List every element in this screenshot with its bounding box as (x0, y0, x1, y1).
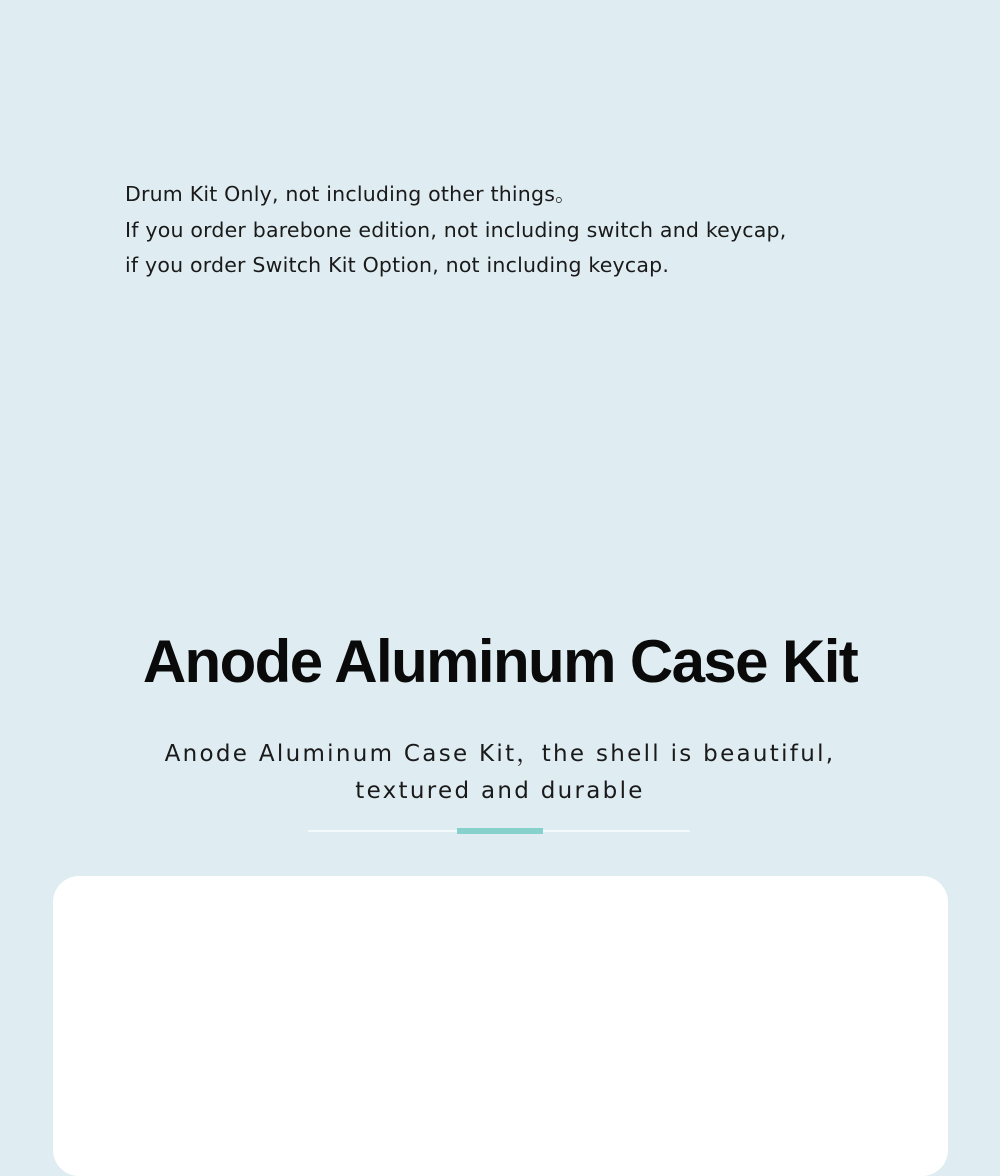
subtitle-line-2: textured and durable (355, 778, 645, 804)
notice-line-drum-kit-only: Drum Kit Only, not including other things。 (125, 182, 576, 206)
notice-line-barebone-edition: If you order barebone edition, not including switch and keycap, (125, 217, 787, 242)
notice-text-block (125, 177, 885, 284)
notice-line-switch-kit-option: if you order Switch Kit Option, not including keycap. (125, 253, 670, 277)
subtitle-line-1: Anode Aluminum Case Kit，the shell is beautiful, (164, 741, 836, 767)
divider-accent-bar (457, 828, 543, 834)
section-subtitle (0, 736, 1000, 810)
content-card (53, 876, 948, 1176)
section-title: Anode Aluminum Case Kit (142, 628, 858, 695)
